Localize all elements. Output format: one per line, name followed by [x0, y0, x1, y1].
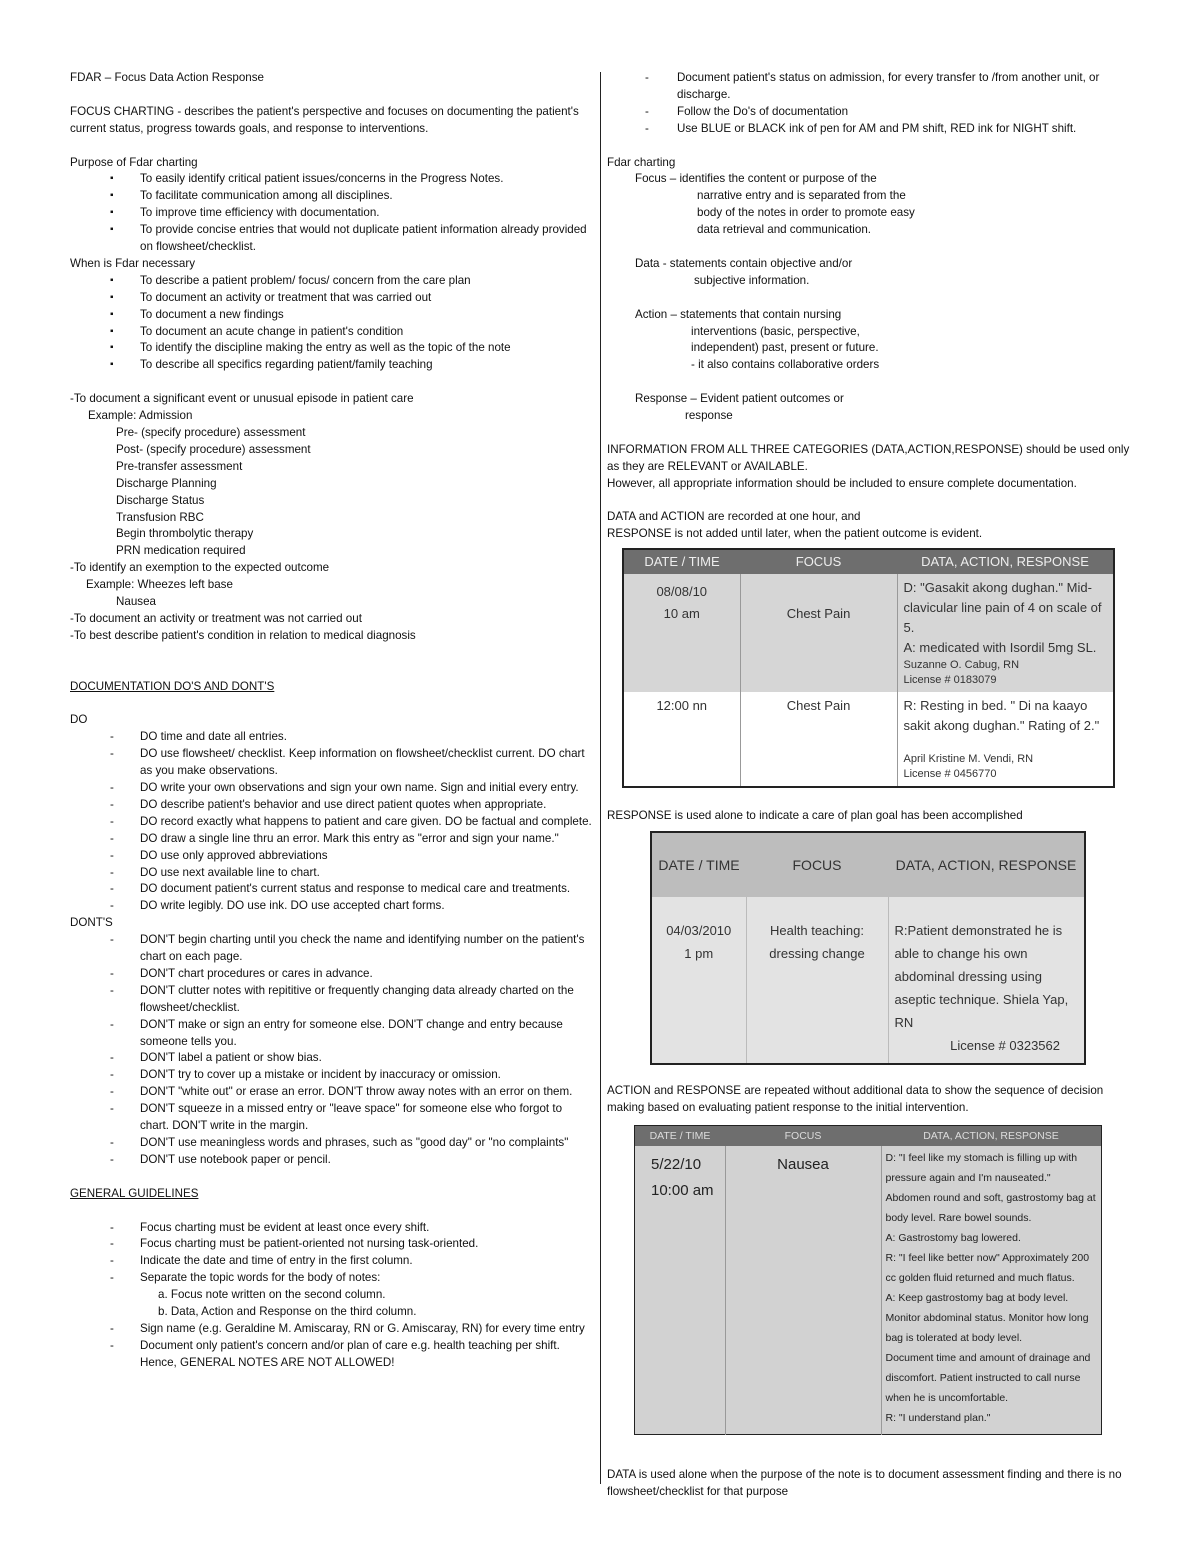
dont-label: DONT'S [70, 916, 113, 930]
best-describe-line: -To best describe patient's condition in relation to medical diagnosis [70, 628, 416, 642]
do-label: DO [70, 713, 88, 727]
example-table-3 [634, 1125, 1102, 1435]
data-action-line1: DATA and ACTION are recorded at one hour, and [607, 510, 861, 524]
dos-donts-heading: DOCUMENTATION DO'S AND DONT'S [70, 679, 275, 693]
not-carried-line: -To document an activity or treatment was not carried out [70, 611, 362, 625]
entry-line: D: "I feel like my stomach is filling up with pressure again and I'm nauseated." [885, 1152, 1078, 1184]
data-action-line2: RESPONSE is not added until later, when the patient outcome is evident. [607, 527, 983, 541]
response-entry: R:Patient demonstrated he is able to change his own abdominal dressing using aseptic technique. Shiela Yap, RN [894, 923, 1069, 1031]
list-item: - DO time and date all entries. [70, 729, 592, 746]
list-item: ▪ To identify the discipline making the entry as well as the topic of the note [70, 340, 592, 357]
data-alone-line: DATA is used alone when the purpose of the note is to document assessment finding and there is no flowsheet/checklist for that purpose [607, 1468, 1122, 1498]
list-item: - DON'T make or sign an entry for someone else. DON'T change and entry because someone tells you. [70, 1017, 592, 1051]
list-item: - Follow the Do's of documentation [607, 104, 1132, 121]
list-item: ▪ To improve time efficiency with documentation. [70, 205, 592, 222]
table-row [635, 1146, 1102, 1435]
time-cell: 10:00 am [651, 1182, 714, 1199]
example2-item: Nausea [116, 595, 156, 609]
right-column [607, 70, 1132, 1501]
info-paragraph: INFORMATION FROM ALL THREE CATEGORIES (DATA,ACTION,RESPONSE) should be used only as they are RELEVANT or AVAILABLE. [607, 442, 1130, 473]
response-line: Response – Evident patient outcomes or [635, 392, 844, 406]
license: License # 0456770 [903, 768, 997, 781]
table-header: FOCUS [746, 832, 888, 897]
list-item: PRN medication required [116, 544, 246, 558]
focus-definition [607, 171, 1132, 239]
list-item: - DON'T label a patient or show bias. [70, 1050, 592, 1067]
action-cont: independent) past, present or future. [691, 341, 879, 355]
data-definition [607, 256, 1132, 290]
date-cell: 08/08/10 [656, 584, 708, 600]
data-cont: subjective information. [694, 273, 810, 287]
list-item: ▪ To describe a patient problem/ focus/ concern from the care plan [70, 273, 592, 290]
list-item: Begin thrombolytic therapy [116, 527, 254, 541]
list-item: - DO write legibly. DO use ink. DO use accepted chart forms. [70, 898, 592, 915]
action-line: Action – statements that contain nursing [635, 307, 842, 321]
top-list [607, 70, 1132, 138]
exemption-line: -To identify an exemption to the expected outcome [70, 561, 330, 575]
table-row [623, 574, 1114, 692]
list-item: Pre- (specify procedure) assessment [116, 425, 306, 439]
time-cell: 1 pm [684, 946, 714, 962]
response-definition [607, 391, 1132, 425]
dont-list [70, 932, 592, 1169]
license: License # 0323562 [950, 1038, 1060, 1054]
list-item: - DO use only approved abbreviations [70, 848, 592, 865]
table-header: DATA, ACTION, RESPONSE [881, 1126, 1102, 1147]
list-item: - DON'T "white out" or erase an error. DON'T throw away notes with an error on them. [70, 1084, 592, 1101]
response-alone-line: RESPONSE is used alone to indicate a care of plan goal has been accomplished [607, 809, 1023, 823]
license: License # 0183079 [903, 674, 997, 687]
table-row [623, 692, 1114, 787]
focus-cell: Health teaching: dressing change [769, 923, 865, 962]
list-item: - Document patient's status on admission, for every transfer to /from another unit, or discharge. [607, 70, 1132, 104]
list-item: Pre-transfer assessment [116, 459, 243, 473]
example-list [70, 425, 592, 560]
doc-title: FDAR – Focus Data Action Response [70, 71, 264, 84]
list-item: - DON'T clutter notes with repititive or frequently changing data already charted on the flowsheet/checklist. [70, 983, 592, 1017]
data-entry: D: "Gasakit akong dughan." Mid-clavicular line pain of 4 on scale of 5. [903, 580, 1102, 636]
date-cell: 5/22/10 [651, 1156, 702, 1173]
focus-charting-definition: FOCUS CHARTING - describes the patient's perspective and focuses on documenting the patient's current status, progress towards goals, and response to interventions. [70, 104, 579, 135]
action-entry: A: medicated with Isordil 5mg SL. [903, 640, 1097, 656]
however-paragraph: However, all appropriate information should be included to ensure complete documentation. [607, 476, 1077, 490]
table-header: FOCUS [740, 549, 897, 574]
list-item: - DON'T chart procedures or cares in advance. [70, 966, 592, 983]
focus-cell: Nausea [777, 1156, 829, 1173]
guidelines-list [70, 1220, 592, 1288]
list-item: - Separate the topic words for the body of notes: [70, 1270, 592, 1287]
list-item: - Focus charting must be patient-oriented not nursing task-oriented. [70, 1236, 592, 1253]
do-list [70, 729, 592, 915]
table-header: DATE / TIME [623, 549, 740, 574]
example2-label: Example: Wheezes left base [86, 578, 233, 592]
list-item: Discharge Planning [116, 476, 217, 490]
list-item: - DO record exactly what happens to patient and care given. DO be factual and complete. [70, 814, 592, 831]
list-item: ▪ To document an acute change in patient's condition [70, 324, 592, 341]
date-cell: 04/03/2010 [666, 923, 732, 939]
list-item: Discharge Status [116, 493, 205, 507]
entry-line: Abdomen round and soft, gastrostomy bag at body level. Rare bowel sounds. [885, 1192, 1096, 1224]
example-label: Example: Admission [88, 409, 193, 423]
signature: April Kristine M. Vendi, RN [903, 753, 1034, 766]
when-list [70, 273, 592, 374]
purpose-list [70, 171, 592, 256]
focus-cell: Chest Pain [786, 606, 851, 622]
fdar-heading: Fdar charting [607, 155, 676, 169]
action-response-line: ACTION and RESPONSE are repeated without additional data to show the sequence of decision making based on evaluating patient response to the initial intervention. [607, 1084, 1104, 1115]
list-item: ▪ To provide concise entries that would not duplicate patient information already provided on flowsheet/checklist. [70, 222, 592, 256]
table-row [651, 897, 1085, 1064]
signature: Suzanne O. Cabug, RN [903, 659, 1020, 672]
table-header: DATE / TIME [635, 1126, 726, 1147]
list-item: - DON'T try to cover up a mistake or incident by inaccuracy or omission. [70, 1067, 592, 1084]
list-item: - Document only patient's concern and/or plan of care e.g. health teaching per shift. Hence, GENERAL NOTES ARE NOT ALLOWED! [70, 1338, 592, 1372]
example-table-1 [622, 548, 1115, 788]
list-item: - DO write your own observations and sign your own name. Sign and initial every entry. [70, 780, 592, 797]
list-item: - Use BLUE or BLACK ink of pen for AM and PM shift, RED ink for NIGHT shift. [607, 121, 1132, 138]
table-header: DATE / TIME [651, 832, 746, 897]
focus-cont: data retrieval and communication. [697, 223, 871, 237]
list-item: ▪ To document a new findings [70, 307, 592, 324]
action-cont: - it also contains collaborative orders [691, 358, 880, 372]
list-item: ▪ To facilitate communication among all disciplines. [70, 188, 592, 205]
list-item: Transfusion RBC [116, 510, 204, 524]
column-divider [600, 72, 601, 1484]
list-item: ▪ To describe all specifics regarding patient/family teaching [70, 357, 592, 374]
list-item: Post- (specify procedure) assessment [116, 442, 311, 456]
action-definition [607, 307, 1132, 375]
focus-line: Focus – identifies the content or purpose of the [635, 172, 877, 186]
time-cell: 10 am [663, 606, 700, 622]
purpose-heading: Purpose of Fdar charting [70, 155, 198, 169]
list-item: - Indicate the date and time of entry in the first column. [70, 1253, 592, 1270]
time-cell: 12:00 nn [656, 698, 708, 714]
list-item: b. Data, Action and Response on the third column. [158, 1305, 417, 1319]
entry-line: R: "I feel like better now" Approximately 200 cc golden fluid returned and much flatus. [885, 1252, 1090, 1284]
example-table-2 [650, 831, 1086, 1065]
entry-line: Document time and amount of drainage and discomfort. Patient instructed to call nurse when he is uncomfortable. [885, 1352, 1091, 1404]
list-item: - Sign name (e.g. Geraldine M. Amiscaray, RN or G. Amiscaray, RN) for every time entry [70, 1321, 592, 1338]
action-cont: interventions (basic, perspective, [691, 324, 860, 338]
table-header: DATA, ACTION, RESPONSE [897, 549, 1114, 574]
data-line: Data - statements contain objective and/or [635, 256, 853, 270]
list-item: - DON'T squeeze in a missed entry or "leave space" for someone else who forgot to chart. DON'T write in the margin. [70, 1101, 592, 1135]
table-header: DATA, ACTION, RESPONSE [888, 832, 1085, 897]
entry-line: A: Gastrostomy bag lowered. [885, 1232, 1021, 1244]
list-item: - DON'T begin charting until you check the name and identifying number on the patient's chart on each page. [70, 932, 592, 966]
list-item: - DON'T use meaningless words and phrases, such as "good day" or "no complaints" [70, 1135, 592, 1152]
guidelines-sublist [70, 1287, 592, 1321]
focus-cont: body of the notes in order to promote easy [697, 206, 915, 220]
list-item: - DO use flowsheet/ checklist. Keep information on flowsheet/checklist current. DO chart as you make observations. [70, 746, 592, 780]
left-column [70, 70, 592, 1372]
entry-line: A: Keep gastrostomy bag at body level. Monitor abdominal status. Monitor how long bag is tolerated at body level. [885, 1292, 1089, 1344]
list-item: - DO use next available line to chart. [70, 865, 592, 882]
when-heading: When is Fdar necessary [70, 256, 196, 270]
focus-cell: Chest Pain [786, 698, 851, 714]
list-item: - DO draw a single line thru an error. Mark this entry as "error and sign your name." [70, 831, 592, 848]
response-entry: R: Resting in bed. " Di na kaayo sakit akong dughan." Rating of 2." [903, 698, 1100, 734]
list-item: a. Focus note written on the second column. [158, 1288, 386, 1302]
list-item: ▪ To document an activity or treatment that was carried out [70, 290, 592, 307]
list-item: - DO document patient's current status and response to medical care and treatments. [70, 881, 592, 898]
table-header: FOCUS [725, 1126, 881, 1147]
guidelines-list-2 [70, 1321, 592, 1372]
list-item: - DON'T use notebook paper or pencil. [70, 1152, 592, 1169]
list-item: - Focus charting must be evident at least once every shift. [70, 1220, 592, 1237]
list-item: - DO describe patient's behavior and use direct patient quotes when appropriate. [70, 797, 592, 814]
entry-line: R: "I understand plan." [885, 1412, 991, 1424]
significant-event-line: -To document a significant event or unusual episode in patient care [70, 392, 414, 406]
list-item: ▪ To easily identify critical patient issues/concerns in the Progress Notes. [70, 171, 592, 188]
focus-cont: narrative entry and is separated from the [697, 189, 906, 203]
response-cont: response [685, 409, 733, 423]
guidelines-heading: GENERAL GUIDELINES [70, 1186, 199, 1200]
